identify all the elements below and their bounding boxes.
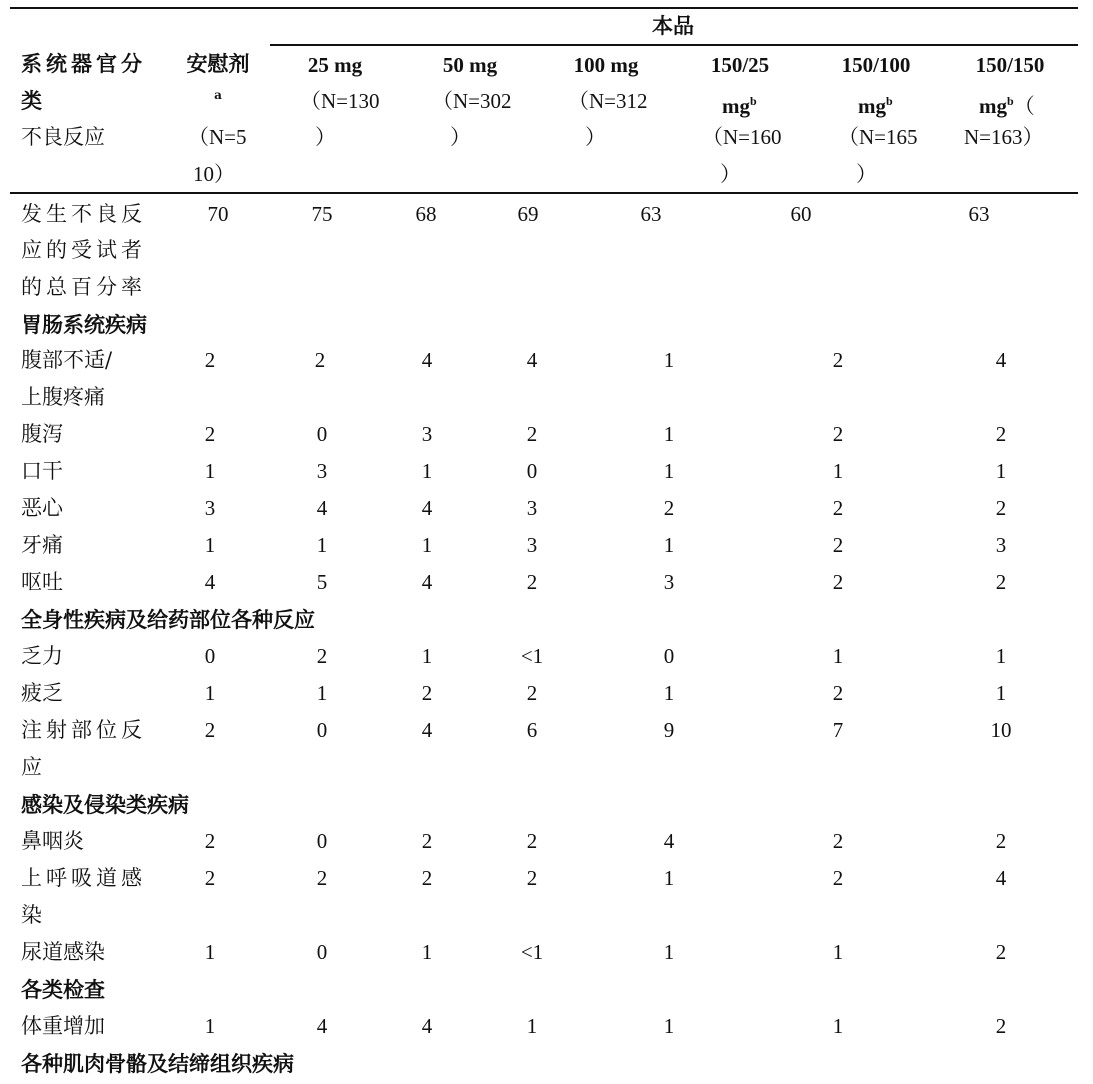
cell: 1 bbox=[316, 533, 328, 557]
col-header-system-organ-class: 系统器官分 bbox=[21, 51, 146, 76]
cell: 4 bbox=[316, 496, 328, 520]
col-header-100mg-n-cont: ） bbox=[585, 125, 606, 149]
cell-overall-50mg: 68 bbox=[415, 202, 437, 226]
footnote-b: b bbox=[750, 94, 757, 108]
header-bottom-rule bbox=[10, 192, 1078, 194]
row-label-diarrhea: 腹泻 bbox=[21, 422, 63, 446]
row-label-uti: 尿道感染 bbox=[21, 940, 105, 964]
cell: 1 bbox=[663, 681, 675, 705]
cell: 2 bbox=[995, 570, 1007, 594]
row-label-uri: 上呼吸道感 bbox=[21, 866, 146, 890]
col-header-placebo-n-cont: 10） bbox=[193, 162, 235, 186]
footnote-b: b bbox=[1007, 94, 1014, 108]
col-header-150-150mg-n: N=163） bbox=[964, 125, 1044, 149]
cell: 1 bbox=[663, 459, 675, 483]
col-header-150-100mg-n-cont: ） bbox=[856, 162, 877, 186]
col-header-system-organ-class-cont: 类 bbox=[21, 88, 42, 113]
col-header-placebo: 安慰剂 bbox=[186, 51, 250, 76]
row-label-uri-cont: 染 bbox=[21, 903, 42, 927]
row-label-overall: 发生不良反 bbox=[21, 202, 146, 226]
col-header-150-25mg-n: （N=160 bbox=[702, 125, 782, 149]
cell-overall-100mg: 69 bbox=[517, 202, 539, 226]
cell: 2 bbox=[204, 422, 216, 446]
cell: 6 bbox=[526, 718, 538, 742]
cell: 1 bbox=[421, 940, 433, 964]
col-header-100mg-n: （N=312 bbox=[568, 89, 648, 113]
cell-overall-150-25: 63 bbox=[640, 202, 662, 226]
cell: 1 bbox=[995, 681, 1007, 705]
cell: 2 bbox=[995, 496, 1007, 520]
cell: 4 bbox=[421, 496, 433, 520]
row-label-abdominal-cont: 上腹疼痛 bbox=[21, 385, 105, 409]
cell: 1 bbox=[204, 681, 216, 705]
cell: 1 bbox=[204, 1014, 216, 1038]
cell: 0 bbox=[316, 940, 328, 964]
group-header-rule bbox=[270, 44, 1078, 46]
cell: 0 bbox=[316, 829, 328, 853]
row-label-nausea: 恶心 bbox=[21, 496, 63, 520]
cell: 2 bbox=[832, 348, 844, 372]
unit-text: mg bbox=[979, 94, 1007, 118]
cell: 1 bbox=[995, 644, 1007, 668]
col-header-25mg-n-cont: ） bbox=[315, 125, 336, 149]
cell: 4 bbox=[995, 866, 1007, 890]
cell: 1 bbox=[663, 422, 675, 446]
row-label-asthenia: 乏力 bbox=[21, 644, 63, 668]
row-label-toothache: 牙痛 bbox=[21, 533, 63, 557]
cell-overall-placebo: 70 bbox=[207, 202, 229, 226]
cell: 2 bbox=[316, 644, 328, 668]
col-header-50mg-n: （N=302 bbox=[432, 89, 512, 113]
col-header-25mg-n: （N=130 bbox=[300, 89, 380, 113]
cell: <1 bbox=[520, 940, 544, 964]
cell: 4 bbox=[204, 570, 216, 594]
cell: 1 bbox=[421, 533, 433, 557]
cell: 2 bbox=[995, 422, 1007, 446]
col-header-adverse-reaction: 不良反应 bbox=[21, 125, 105, 149]
cell-overall-150-150: 63 bbox=[968, 202, 990, 226]
cell: 2 bbox=[204, 718, 216, 742]
cell: 1 bbox=[526, 1014, 538, 1038]
section-title-infections: 感染及侵染类疾病 bbox=[21, 792, 189, 817]
cell: 3 bbox=[316, 459, 328, 483]
row-label-injection-site-cont: 应 bbox=[21, 755, 42, 779]
cell: 2 bbox=[995, 829, 1007, 853]
cell: 1 bbox=[832, 940, 844, 964]
table-top-rule bbox=[10, 7, 1078, 9]
cell: 2 bbox=[832, 570, 844, 594]
cell: 4 bbox=[421, 348, 433, 372]
cell: 0 bbox=[316, 718, 328, 742]
cell: 2 bbox=[204, 829, 216, 853]
row-label-abdominal: 腹部不适/ bbox=[21, 348, 113, 372]
cell: 3 bbox=[663, 570, 675, 594]
cell: 1 bbox=[663, 348, 675, 372]
cell: 2 bbox=[526, 681, 538, 705]
cell: 4 bbox=[421, 1014, 433, 1038]
cell: 1 bbox=[421, 459, 433, 483]
cell: 2 bbox=[204, 866, 216, 890]
cell: 0 bbox=[663, 644, 675, 668]
cell: 1 bbox=[204, 533, 216, 557]
unit-text: mg bbox=[858, 94, 886, 118]
cell: 4 bbox=[421, 570, 433, 594]
cell: 1 bbox=[663, 533, 675, 557]
row-label-injection-site: 注射部位反 bbox=[21, 718, 146, 742]
cell: 2 bbox=[526, 422, 538, 446]
cell: 0 bbox=[204, 644, 216, 668]
cell: 2 bbox=[526, 866, 538, 890]
cell: 0 bbox=[316, 422, 328, 446]
col-header-placebo-n: （N=5 bbox=[188, 125, 247, 149]
col-header-150-25mg: 150/25 bbox=[710, 53, 770, 77]
cell: <1 bbox=[520, 644, 544, 668]
cell: 2 bbox=[832, 829, 844, 853]
cell-overall-25mg: 75 bbox=[311, 202, 333, 226]
cell: 1 bbox=[663, 1014, 675, 1038]
cell: 2 bbox=[832, 496, 844, 520]
cell: 2 bbox=[526, 829, 538, 853]
unit-text: mg bbox=[722, 94, 750, 118]
cell: 1 bbox=[663, 866, 675, 890]
cell: 2 bbox=[832, 533, 844, 557]
cell: 1 bbox=[204, 940, 216, 964]
row-label-overall-cont: 的总百分率 bbox=[21, 275, 146, 299]
cell: 3 bbox=[526, 496, 538, 520]
cell: 2 bbox=[995, 940, 1007, 964]
cell: 7 bbox=[832, 718, 844, 742]
col-header-150-100mg-n: （N=165 bbox=[838, 125, 918, 149]
row-label-overall-cont: 应的受试者 bbox=[21, 238, 146, 262]
cell: 1 bbox=[204, 459, 216, 483]
cell: 10 bbox=[990, 718, 1012, 742]
row-label-weight-gain: 体重增加 bbox=[21, 1014, 105, 1038]
cell-overall-150-100: 60 bbox=[790, 202, 812, 226]
col-header-50mg-n-cont: ） bbox=[450, 125, 471, 149]
col-header-150-25mg-n-cont: ） bbox=[720, 162, 741, 186]
col-header-25mg: 25 mg bbox=[307, 53, 363, 77]
cell: 4 bbox=[526, 348, 538, 372]
cell: 1 bbox=[421, 644, 433, 668]
cell: 2 bbox=[316, 866, 328, 890]
footnote-b: b bbox=[886, 94, 893, 108]
col-header-placebo-sup: a bbox=[214, 88, 222, 102]
row-label-nasopharyngitis: 鼻咽炎 bbox=[21, 829, 84, 853]
unit-paren: （ bbox=[1013, 94, 1035, 118]
cell: 4 bbox=[663, 829, 675, 853]
cell: 2 bbox=[421, 866, 433, 890]
cell: 0 bbox=[526, 459, 538, 483]
cell: 2 bbox=[832, 681, 844, 705]
col-header-50mg: 50 mg bbox=[442, 53, 498, 77]
cell: 2 bbox=[421, 829, 433, 853]
cell: 9 bbox=[663, 718, 675, 742]
col-header-150-100mg: 150/100 bbox=[841, 53, 911, 77]
cell: 3 bbox=[995, 533, 1007, 557]
cell: 2 bbox=[526, 570, 538, 594]
row-label-fatigue: 疲乏 bbox=[21, 681, 63, 705]
cell: 4 bbox=[995, 348, 1007, 372]
cell: 3 bbox=[421, 422, 433, 446]
row-label-vomiting: 呕吐 bbox=[21, 570, 63, 594]
col-header-100mg: 100 mg bbox=[573, 53, 639, 77]
section-title-investigations: 各类检查 bbox=[21, 977, 105, 1002]
cell: 1 bbox=[995, 459, 1007, 483]
cell: 1 bbox=[832, 644, 844, 668]
section-title-general: 全身性疾病及给药部位各种反应 bbox=[21, 607, 315, 632]
cell: 4 bbox=[316, 1014, 328, 1038]
section-title-musculoskeletal: 各种肌肉骨骼及结缔组织疾病 bbox=[21, 1051, 294, 1076]
cell: 5 bbox=[316, 570, 328, 594]
cell: 1 bbox=[832, 459, 844, 483]
cell: 2 bbox=[314, 348, 326, 372]
cell: 2 bbox=[663, 496, 675, 520]
cell: 2 bbox=[832, 422, 844, 446]
cell: 2 bbox=[204, 348, 216, 372]
section-title-gi: 胃肠系统疾病 bbox=[21, 312, 147, 337]
cell: 2 bbox=[832, 866, 844, 890]
col-header-150-150mg: 150/150 bbox=[975, 53, 1045, 77]
cell: 2 bbox=[995, 1014, 1007, 1038]
cell: 1 bbox=[663, 940, 675, 964]
group-header-label: 本品 bbox=[652, 13, 694, 38]
row-label-drymouth: 口干 bbox=[21, 459, 63, 483]
cell: 3 bbox=[204, 496, 216, 520]
cell: 2 bbox=[421, 681, 433, 705]
cell: 4 bbox=[421, 718, 433, 742]
cell: 3 bbox=[526, 533, 538, 557]
cell: 1 bbox=[316, 681, 328, 705]
cell: 1 bbox=[832, 1014, 844, 1038]
